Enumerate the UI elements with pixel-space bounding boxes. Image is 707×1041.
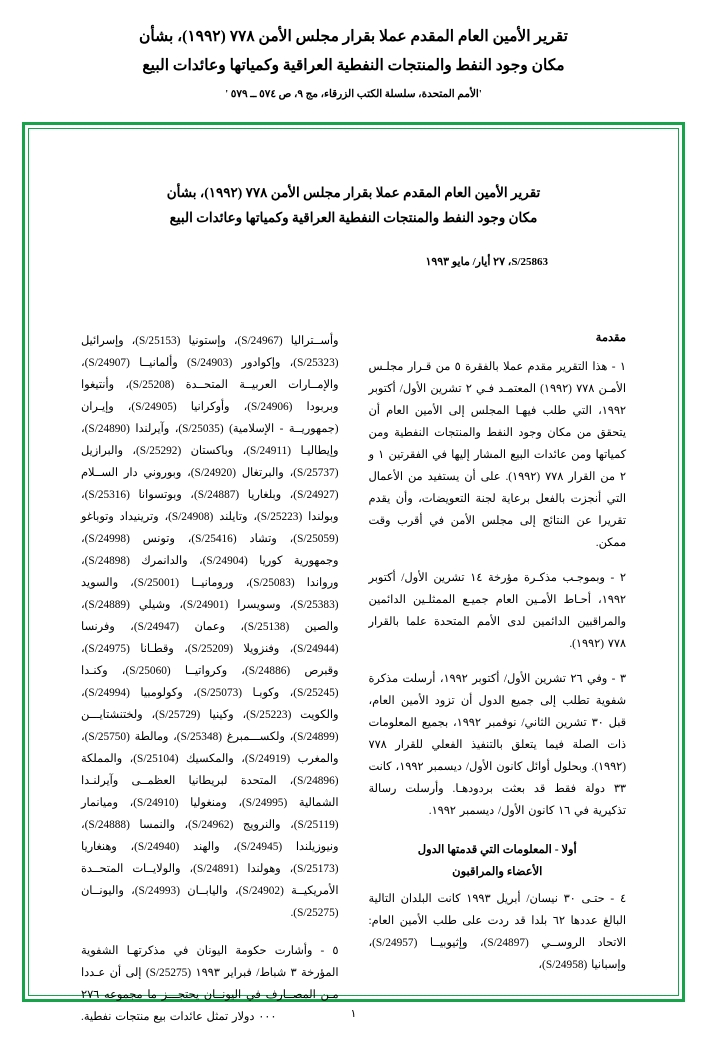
paragraph-2: ٢ - وبموجـب مذكـرة مؤرخة ١٤ تشرين الأول/ أكتوبر ١٩٩٢، أحـاط الأمـين العام جميـع الممثلـين الدائمين والمراقبين الدائمين لدى الأمم المتحدة علما بالقرار ٧٧٨ (١٩٩٢). [368, 572, 626, 651]
column-left [81, 330, 339, 1041]
section-heading-line-1: أولا - المعلومات التي قدمتها الدول [417, 844, 577, 857]
column-right [369, 330, 627, 1041]
paragraph-1: ١ - هذا التقرير مقدم عملا بالفقرة ٥ من قـرار مجلـس الأمـن ٧٧٨ (١٩٩٢) المعتمـد فـي ٢ تشرين الأول/ أكتوبر ١٩٩٢، التي طلب فيهـا المجلس إلى الأمين العام أن يتحقق من مكان وجود النفط والمنتجات النفطية ومن كمياتها ومن عائدات البيع المشار إليها في الفقرتين ١ و ٢ من القرار ٧٧٨ (١٩٩٢). على أن يستفيد من الأعمال التي أنجزت بالفعل برعاية لجنة التعويضات، وأن يقدم تقريرا عن النتائج إلى مجلس الأمن في أقرب وقت ممكن. [368, 360, 626, 550]
paragraph-5: ٥ - وأشارت حكومة اليونان في مذكرتهـا الشفوية المؤرخة ٣ شباط/ فبراير ١٩٩٣ (S/25275) إلى أن عـددا مـن المصــارف في اليونــان يحتجـــز ما مجموعه ٢٧٦ ٠٠٠ دولار تمثل عائدات بيع منتجات نفطية. [81, 945, 339, 1024]
intro-heading: مقدمة [595, 331, 626, 344]
report-title [67, 181, 640, 231]
frame-content [28, 128, 679, 1024]
paragraph-3: ٣ - وفي ٢٦ تشرين الأول/ أكتوبر ١٩٩٢، أرسلت مذكرة شفوية تطلب إلى جميع الدول أن تزود الأمين العام، قبل ٣٠ تشرين الثاني/ نوفمبر ١٩٩٢، بجميع المعلومات ذات الصلة فيما يتعلق بالتنفيذ الفعلي للقرار ٧٧٨ (١٩٩٢). وبحلول أوائل كانون الأول/ ديسمبر ١٩٩٢، كانت ٣٣ دولة فقط قد بعثت بردودهـا. وأرسلت رسالة تذكيرية في ١٦ كانون الأول/ ديسمبر ١٩٩٢. [368, 673, 626, 818]
section-heading-line-2: الأعضاء والمراقبون [452, 866, 543, 879]
document-symbol-and-date: S/25863، ٢٧ أيار/ مايو ١٩٩٣ [425, 255, 548, 268]
report-title-line-2: مكان وجود النفط والمنتجات النفطية العراقية وكمياتها وعائدات البيع [169, 209, 538, 225]
report-title-line-1: تقرير الأمين العام المقدم عملا بقرار مجلس الأمن ٧٧٨ (١٩٩٢)، بشأن [166, 185, 541, 200]
two-column-body [67, 330, 640, 1041]
document-header [0, 0, 707, 100]
header-title-line-2: مكان وجود النفط والمنتجات النفطية العراقية وكمياتها وعائدات البيع [142, 57, 565, 75]
paragraph-4-start: ٤ - حتـى ٣٠ نيسان/ أبريل ١٩٩٣ كانت البلدان التالية البالغ عددها ٦٢ بلدا قد ردت على طلب الأمين العام: الاتحاد الروســي (S/24897)، وإثيوبيــا (S/24957)، وإسبانيا (S/24958)، [368, 893, 627, 972]
header-title-line-1: تقرير الأمين العام المقدم عملا بقرار مجلس الأمن ٧٧٨ (١٩٩٢)، بشأن [139, 28, 568, 45]
paragraph-4-continuation: وأســتراليا (S/24967)، وإستونيا (S/25153)، وإسرائيل (S/25323)، وإكوادور (S/24903) وألمانيــا (S/24907)، والإمــارات العربيــة المتحــدة (S/25208)، وأنتيغوا وبربودا (S/24906)، وأوكرانيا (S/24905)، وإيـران (جمهوريــة - الإسلامية) (S/25035)، وآيرلندا (S/24890)، وإيطاليـا (S/24911)، وباكستان (S/25292)، والبرازيل (S/25737)، والبرتغال (S/24920)، وبوروني دار الســلام (S/24927)، وبلغاريا (S/24887)، وبوتسوانا (S/25316)، وبولندا (S/25223)، وتايلند (S/24908)، وترينيداد وتوباغو (S/25059)، وتشاد (S/25416)، وتونس (S/24998)، وجمهورية كوريا (S/24904)، والدانمرك (S/24898)، ورواندا (S/25083)، ورومانيــا (S/25001)، والسويد (S/25383)، وسويسرا (S/24901)، وشيلي (S/24889)، والصين (S/25138)، وعمان (S/24947)، وفرنسا (S/24944)، وفنزويلا (S/25209)، وقطـانا (S/24975)، وقبرص (S/24886)، وكرواتيــا (S/25060)، وكنـدا (S/25245)، وكوبـا (S/25073)، وكولومبيا (S/24994)، والكويت (S/25223)، وكينيا (S/25729)، ولختنشتايـــن (S/24899)، ولكســـمبرغ (S/25348)، ومالطة (S/25750)، والمغرب (S/24919)، والمكسيك (S/25104)، والمملكة (S/24896)، المتحدة لبريطانيا العظمــى وآيرلنـدا الشمالية (S/24995)، ومنغوليا (S/24910)، وميانمار (S/25119)، والنرويج (S/24962)، والنمسا (S/24888)، ونيوزيلندا (S/24945)، والهند (S/24940)، وهنغاريا (S/25173)، وهولندا (S/24891)، والولايــات المتحــدة الأمريكيــة (S/24902)، واليابــان (S/24993)، واليونــان (S/25275). [81, 334, 339, 920]
header-source-citation: 'الأمم المتحدة، سلسلة الكتب الزرقاء، مج ٩، ص ٥٧٤ ــ ٥٧٩ ' [225, 88, 482, 100]
green-border-frame [22, 122, 685, 1024]
page-number: ١ [350, 1008, 357, 1020]
